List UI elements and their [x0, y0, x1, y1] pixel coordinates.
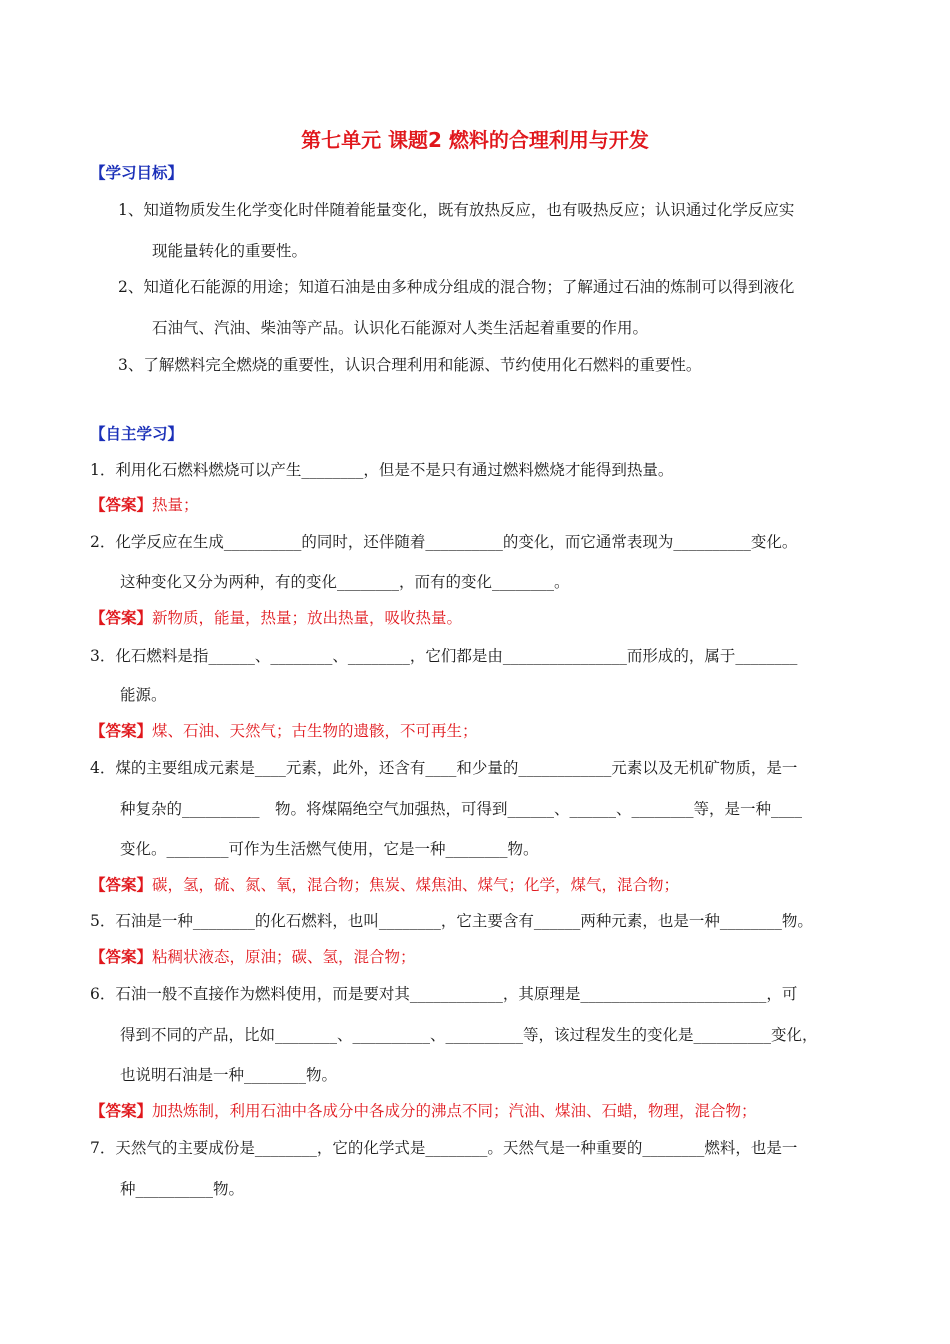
- answer-3: [90, 720, 478, 742]
- question-6-line-3: 也说明石油是一种________物。: [120, 1066, 338, 1084]
- question-7-line-2: 种__________物。: [120, 1180, 245, 1198]
- answer-text: 碳，氢，硫、氮、氧，混合物；焦炭、煤焦油、煤气；化学，煤气，混合物；: [152, 876, 680, 894]
- question-4-line-1: 4．煤的主要组成元素是____元素，此外，还含有____和少量的____________元素以及无机矿物质，是一: [90, 759, 798, 777]
- question-3-line-1: 3．化石燃料是指______、________、________，它们都是由________________而形成的，属于________: [90, 647, 798, 665]
- answer-tag: 【答案】: [90, 1101, 153, 1120]
- question-6-line-2: 得到不同的产品，比如________、__________、__________等，该过程发生的变化是__________变化，: [120, 1026, 818, 1044]
- question-2-line-1: 2．化学反应在生成__________的同时，还伴随着__________的变化，而它通常表现为__________变化。: [90, 533, 798, 551]
- answer-text: 粘稠状液态，原油；碳、氢，混合物；: [152, 948, 416, 966]
- answer-1: [90, 494, 199, 516]
- question-4-line-3: 变化。________可作为生活燃气使用，它是一种________物。: [120, 840, 539, 858]
- answer-tag: 【答案】: [90, 721, 153, 740]
- answer-text: 煤、石油、天然气；古生物的遗骸，不可再生；: [152, 722, 478, 740]
- answer-text: 热量；: [152, 496, 199, 514]
- answer-2: [90, 607, 462, 629]
- answer-4: [90, 874, 679, 896]
- question-1: 1．利用化石燃料燃烧可以产生________，但是不是只有通过燃料燃烧才能得到热量。: [90, 461, 674, 479]
- goal-3: 3、了解燃料完全燃烧的重要性，认识合理利用和能源、节约使用化石燃料的重要性。: [118, 356, 702, 374]
- answer-tag: 【答案】: [90, 947, 153, 966]
- answer-5: [90, 946, 416, 968]
- question-7-line-1: 7．天然气的主要成份是________，它的化学式是________。天然气是一种重要的________燃料，也是一: [90, 1139, 798, 1157]
- answer-tag: 【答案】: [90, 875, 153, 894]
- question-6-line-1: 6．石油一般不直接作为燃料使用，而是要对其____________，其原理是________________________，可: [90, 985, 798, 1003]
- self-study-heading: 【自主学习】: [90, 425, 184, 443]
- answer-tag: 【答案】: [90, 608, 153, 627]
- page-title: 第七单元 课题2 燃料的合理利用与开发: [301, 128, 649, 152]
- answer-text: 加热炼制，利用石油中各成分中各成分的沸点不同；汽油、煤油、石蜡，物理，混合物；: [152, 1102, 757, 1120]
- answer-6: [90, 1100, 757, 1122]
- goals-heading: 【学习目标】: [90, 164, 184, 182]
- answer-tag: 【答案】: [90, 495, 153, 514]
- question-2-line-2: 这种变化又分为两种，有的变化________，而有的变化________。: [120, 573, 570, 591]
- goal-1-line-2: 现能量转化的重要性。: [152, 242, 308, 260]
- question-4-line-2: 种复杂的__________ 物。将煤隔绝空气加强热，可得到______、______、________等，是一种____: [120, 800, 803, 818]
- goal-2-line-2: 石油气、汽油、柴油等产品。认识化石能源对人类生活起着重要的作用。: [152, 319, 649, 337]
- answer-text: 新物质，能量，热量；放出热量，吸收热量。: [152, 609, 463, 627]
- question-5: 5．石油是一种________的化石燃料，也叫________，它主要含有______两种元素，也是一种________物。: [90, 912, 813, 930]
- goal-1-line-1: 1、知道物质发生化学变化时伴随着能量变化，既有放热反应，也有吸热反应；认识通过化学反应实: [118, 201, 795, 219]
- goal-2-line-1: 2、知道化石能源的用途；知道石油是由多种成分组成的混合物；了解通过石油的炼制可以得到液化: [118, 278, 795, 296]
- question-3-line-2: 能源。: [120, 686, 167, 704]
